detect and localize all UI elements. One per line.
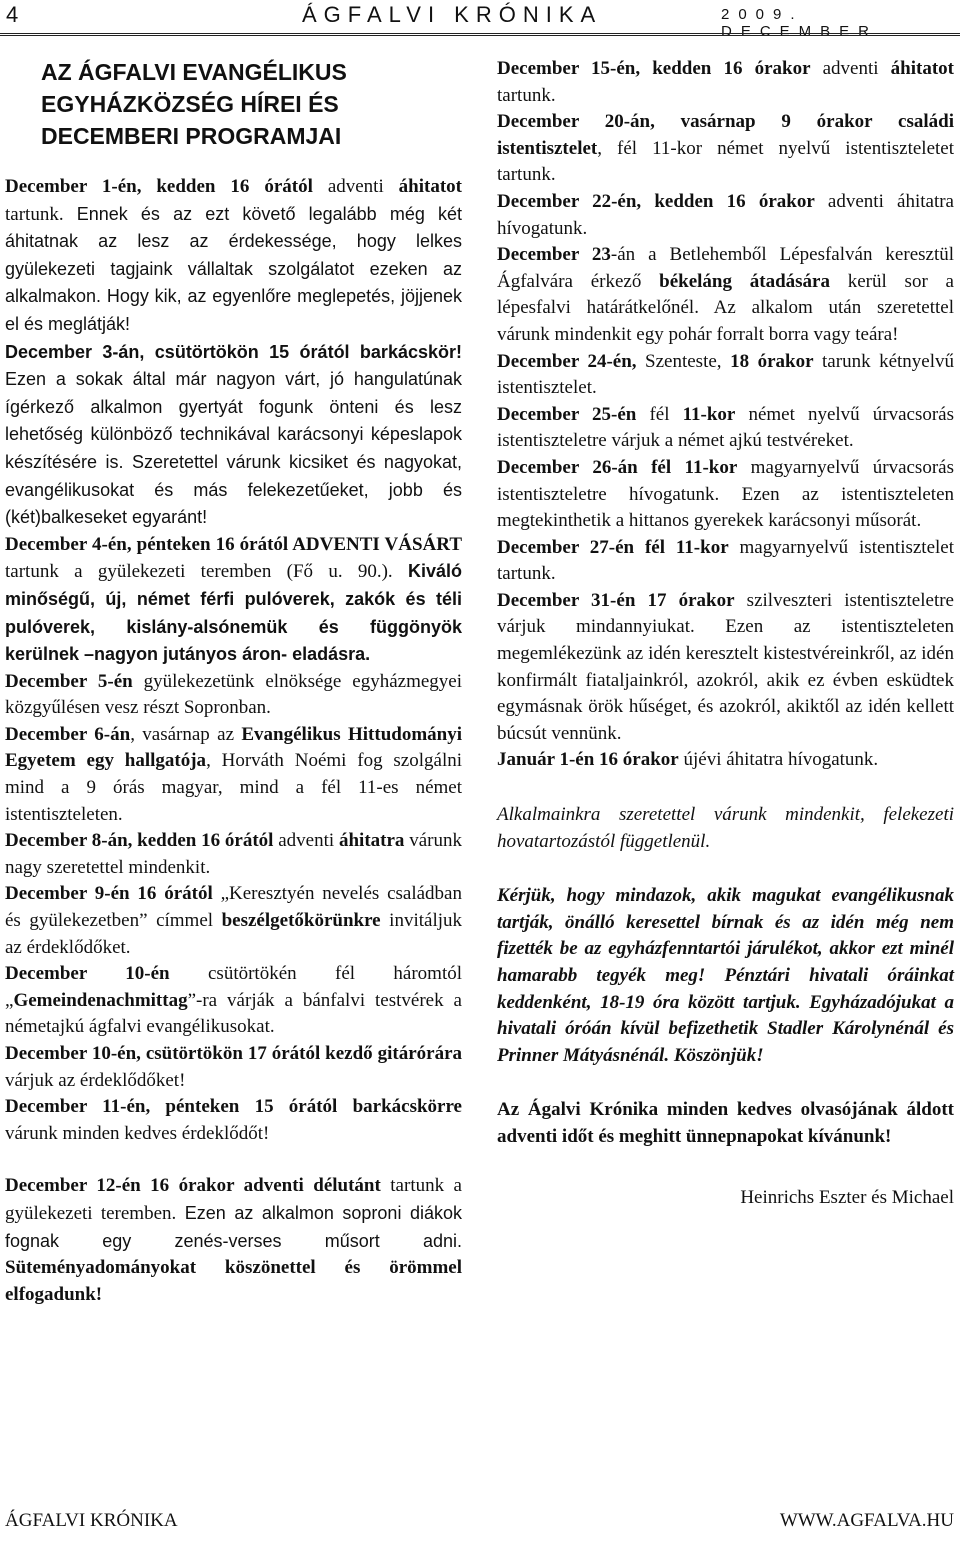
masthead: ÁGFALVI KRÓNIKA xyxy=(302,2,603,27)
paragraph-dec-27: December 27-én fél 11-kor magyarnyelvű istentisztelet tartunk. xyxy=(497,536,954,585)
paragraph-dec-23: December 23-án a Betlehemből Lépesfalván keresztül Ágfalvára érkező békeláng átadására kerül sor a lépesfalvi határátkelőnél. Az alkalom után szeretettel várunk mindenkit egy pohár forralt borra vagy teára! xyxy=(497,244,955,345)
paragraph-dec-3: December 3-án, csütörtökön 15 órától barkácskör! Ezen a sokak által már nagyon várt, jó hangulatúnak ígérkező alkalmon gyertyát fogunk önteni és lesz lehetőség különböző technikával karácsonyi képeslapok készítésére is. Szeretettel várunk kicsiket és nagyokat, evangélikusokat és más felekezetűeket, jobb és (két)balkeseket egyaránt! xyxy=(5,341,462,528)
footer-publication: ÁGFALVI KRÓNIKA xyxy=(5,1510,178,1531)
page-header xyxy=(4,2,956,40)
footer-website: WWW.AGFALVA.HU xyxy=(779,1510,954,1531)
signature: Heinrichs Eszter és Michael xyxy=(740,1186,954,1208)
paragraph-dec-24: December 24-én, Szenteste, 18 órakor tarunk kétnyelvű istentisztelet. xyxy=(497,350,954,399)
holiday-greeting: Az Ágalvi Krónika minden kedves olvasójának áldott adventi időt és meghitt ünnepnapokat kívánunk! xyxy=(497,1099,954,1147)
issue-date: 2009. DECEMBER xyxy=(721,6,879,40)
paragraph-dec-10b: December 10-én, csütörtökön 17 órától kezdő gitárórára várjuk az érdeklődőket! xyxy=(5,1043,462,1091)
paragraph-dec-22: December 22-én, kedden 16 órakor adventi áhitatra hívogatunk. xyxy=(497,190,954,239)
paragraph-dec-6: December 6-án, vasárnap az Evangélikus Hittudományi Egyetem egy hallgatója, Horváth Noémi fog szolgálni mind a 9 órás magyar, mind a fél 11-es német istentiszteleten. xyxy=(5,723,463,825)
paragraph-dec-31: December 31-én 17 órakor szilveszteri istentiszteletre várjuk mindannyiukat. Ezen az istentiszteleten megemlékezünk az idén keresztelt kistestvéreinkről, az idén konfirmált fiataljainkról, azokról, akik ez évben esküdtek egymásnak örök hűséget, és azokról, akiktől az idén kellett búcsút vennünk. xyxy=(497,589,954,744)
paragraph-dec-20: December 20-án, vasárnap 9 órakor családi istentisztelet, fél 11-kor német nyelvű istentiszteletet tartunk. xyxy=(497,111,954,186)
paragraph-dec-1: December 1-én, kedden 16 órától adventi áhitatot tartunk. Ennek és az ezt követő legalább még két áhitatnak az lesz az érdekessége, hogy lelkes gyülekezeti tagjaink vállaltak szolgálatot ezeken az alkalmakon. Hogy kik, az egyenlőre meglepetés, jöjjenek el és meglátják! xyxy=(5,176,462,334)
right-column xyxy=(497,56,954,1211)
paragraph-dec-25: December 25-én fél 11-kor német nyelvű úrvacsorás istentiszteletre várjuk a német ajkú testvéreket. xyxy=(497,403,954,452)
paragraph-dec-4: December 4-én, pénteken 16 órától ADVENTI VÁSÁRT tartunk a gyülekezeti teremben (Fő u. 90.). Kiváló minőségű, új, német férfi pulóverek, zakók és téli pulóverek, kislány-alsónemük és függönyök kerülnek –nagyon jutányos áron- eladásra. xyxy=(5,533,462,665)
paragraph-dec-12: December 12-én 16 órakor adventi délutánt tartunk a gyülekezeti teremben. Ezen az alkalmon soproni diákok fognak egy zenés-verses műsort adni. Süteményadományokat köszönettel és örömmel elfogadunk! xyxy=(5,1175,462,1305)
article-title: AZ ÁGFALVI EVANGÉLIKUS EGYHÁZKÖZSÉG HÍREI ÉS DECEMBERI PROGRAMJAI xyxy=(41,59,347,149)
paragraph-dec-9: December 9-én 16 órától „Keresztyén nevelés családban és gyülekezetben” címmel beszélgetőkörünkre invitáljuk az érdeklődőket. xyxy=(5,883,462,958)
paragraph-dec-15: December 15-én, kedden 16 órakor adventi áhitatot tartunk. xyxy=(497,58,954,106)
page-number: 4 xyxy=(6,2,19,27)
paragraph-dec-8: December 8-án, kedden 16 órától adventi áhitatra várunk nagy szeretettel mindenkit. xyxy=(5,830,462,878)
paragraph-dec-26: December 26-án fél 11-kor magyarnyelvű úrvacsorás istentiszteletre hívogatunk. Ezen az istentiszteleten megtekinthetik a hittanos gyerekek karácsonyi műsorát. xyxy=(497,456,954,532)
paragraph-jan-1: Január 1-én 16 órakor újévi áhitatra hívogatunk. xyxy=(497,749,879,771)
paragraph-dec-5: December 5-én gyülekezetünk elnöksége egyházmegyei közgyűlésen vesz részt Sopronban. xyxy=(5,670,462,719)
invitation-note: Alkalmainkra szeretettel várunk mindenkit, felekezeti hovatartozástól függetlenül. xyxy=(497,804,954,852)
donation-request: Kérjük, hogy mindazok, akik magukat evangélikusnak tartják, önálló keresettel bírnak és az idén még nem fizették be az egyházfenntartói járulékot, akkor ezt minél hamarabb tegyék meg! Pénztári hivatali óráinkat keddenként, 18-19 óra között tartjuk. Egyházadójukat a hivatali óróán kívül befizethetik Stadler Károlynénál és Prinner Mátyásnénál. Köszönjük! xyxy=(497,885,954,1066)
header-rule xyxy=(0,33,960,36)
left-column xyxy=(5,56,462,1308)
paragraph-dec-11: December 11-én, pénteken 15 órától barkácskörre várunk minden kedves érdeklődőt! xyxy=(5,1096,462,1144)
paragraph-dec-10a: December 10-én csütörtökén fél háromtól „Gemeindenachmittag”-ra várják a bánfalvi testvérek a németajkú ágfalvi evangélikusokat. xyxy=(5,963,463,1038)
